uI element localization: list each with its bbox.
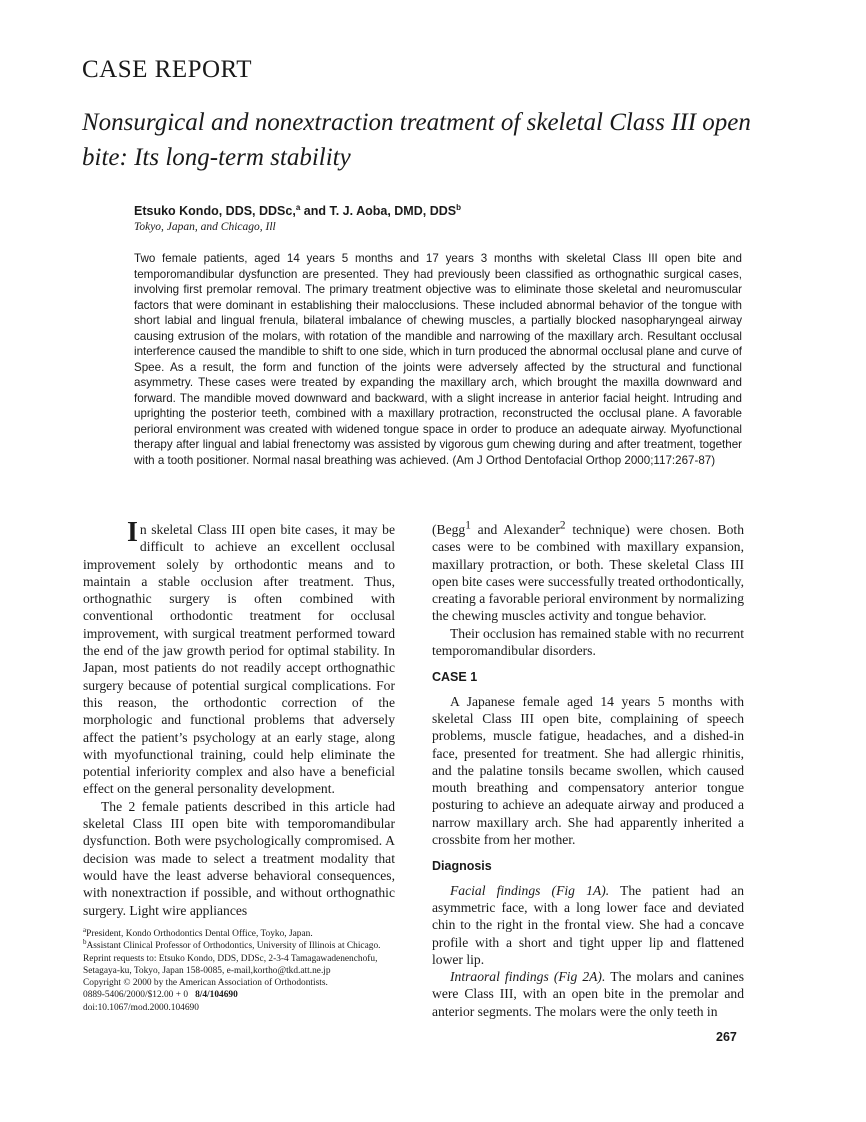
technique-text-b: and Alexander: [470, 522, 560, 537]
copyright: Copyright © 2000 by the American Association of Orthodontists.: [83, 978, 328, 989]
facial-findings-label: Facial findings (Fig 1A).: [450, 882, 610, 898]
footnote-a-text: President, Kondo Orthodontics Dental Office, Toyko, Japan.: [86, 929, 313, 939]
drop-cap: I: [127, 517, 138, 548]
reference-1: 1: [465, 519, 471, 532]
abstract: Two female patients, aged 14 years 5 months and 17 years 3 months with skeletal Class III open bite and temporomandibular dysfunction are presented. They had previously been classified as orthognathic surgical cases, involving first premolar removal. The primary treatment objective was to eliminate those skeletal and neuromuscular factors that were dominant in establishing their malocclusions. These included abnormal behavior of the tongue with short labial and lingual frenula, bilateral imbalance of chewing muscles, a partially blocked nasopharyngeal airway causing extrusion of the molars, with rotation of the mandible and narrowing of the maxillary arch. Resultant occlusal interference caused the mandible to shift to one side, which in turn produced the abnormal occlusal plane and curve of Spee. As a result, the form and function of the joints were adversely affected by the structural and functional asymmetry. These cases were treated by expanding the maxillary arch, which brought the maxilla downward and forward. The mandible moved downward and backward, with a slight increase in anterior facial height. Intruding and uprighting the posterior teeth, combined with a maxillary protraction, reconstructed the occlusal plane. A favorable perioral environment was created with widened tongue space in order to produce an adequate airway. Myofunctional therapy after lingual and labial frenectomy was assisted by vigorous gum chewing during and after treatment, together with a tooth positioner. Normal nasal breathing was achieved. (Am J Orthod Dentofacial Orthop 2000;117:267-87): [134, 252, 742, 467]
footnote-b: [83, 940, 403, 952]
doi: doi:10.1067/mod.2000.104690: [83, 1002, 199, 1013]
page-number: 267: [716, 1030, 737, 1044]
footnote-a-mark: a: [83, 925, 87, 934]
reference-2: 2: [559, 519, 566, 532]
body-column-right: [432, 521, 744, 1020]
article-title: Nonsurgical and nonextraction treatment of skeletal Class III open bite: Its long-term stability: [82, 109, 751, 171]
case-1-heading: CASE 1: [432, 670, 478, 685]
author-1-mark: a: [295, 202, 301, 212]
issn-line: [83, 989, 403, 1001]
intraoral-findings-text: The molars and canines were Class III, with an open bite in the premolar and anterior segments. The molars were the only teeth in: [432, 969, 744, 1019]
patients-paragraph: The 2 female patients described in this article had skeletal Class III open bite with temporomandibular dysfunction. Both were psychologically compromised. A decision was made to select a treatment modality that would have the least adverse behavioral consequences, with nonextraction if possible, and without orthognathic surgery. Light wire appliances: [83, 798, 395, 918]
body-column-left: [83, 517, 395, 919]
author-line: [134, 204, 461, 218]
intraoral-findings-paragraph: [432, 968, 744, 1020]
affiliation: Tokyo, Japan, and Chicago, Ill: [134, 221, 276, 233]
issn-code: 0889-5406/2000/$12.00 + 0: [83, 990, 189, 1001]
diagnosis-heading: Diagnosis: [432, 859, 492, 874]
footnote-a: [83, 925, 403, 940]
footnotes: [83, 925, 403, 1014]
stability-paragraph: Their occlusion has remained stable with no recurrent temporomandibular disorders.: [432, 625, 744, 659]
author-conjunction: and: [300, 204, 330, 218]
facial-findings-paragraph: [432, 882, 744, 968]
intro-paragraph: [83, 517, 395, 798]
author-2-mark: b: [456, 202, 461, 212]
reprint-requests: Reprint requests to: Etsuko Kondo, DDS, DDSc, 2-3-4 Tamagawadenenchofu, Setagaya-ku, Tokyo, Japan 158-0085, e-mail,kortho@tkd.att.ne.jp: [83, 953, 378, 976]
case-1-paragraph: A Japanese female aged 14 years 5 months with skeletal Class III open bite, complaining of speech problems, muscle fatigue, headaches, and a dished-in face, presented for treatment. She had allergic rhinitis, and the palatine tonsils became swollen, which caused mouth breathing and compensatory anterior tongue posturing to achieve an adequate airway and produced a narrow maxillary arch. She had apparently inherited a crossbite from her mother.: [432, 693, 744, 848]
author-1: Etsuko Kondo, DDS, DDSc,: [134, 204, 296, 218]
section-label: CASE REPORT: [82, 56, 253, 83]
technique-text-a: (Begg: [432, 522, 466, 537]
author-2: T. J. Aoba, DMD, DDS: [329, 204, 457, 218]
footnote-b-mark: b: [83, 938, 87, 947]
intro-paragraph-text: n skeletal Class III open bite cases, it may be difficult to achieve an excellent occlusal improvement solely by orthodontic means and to maintain a stable occlusion after treatment. Thus, orthognathic surgery is often combined with conventional orthodontic treatment for occlusal improvement, with surgical treatment performed toward the end of the jaw growth period for optimal stability. In Japan, most patients do not readily accept orthognathic surgery because of potential surgical complications. For this reason, the orthodontic correction of the morphologic and functional problems that adversely affect the patient’s psychology at an early stage, along with myofunctional training, could help eliminate the potential inferiority complex and also have a beneficial effect on the general personality development.: [83, 522, 395, 797]
technique-text-c: technique) were chosen. Both cases were to be combined with maxillary expansion, maxillary protraction, or both. These skeletal Class III open bite cases were successfully treated orthodontically, creating a favorable perioral environment by normalizing the chewing muscles activity and tongue behavior.: [432, 522, 744, 624]
issn-id: 8/4/104690: [195, 990, 238, 1001]
footnote-b-text: Assistant Clinical Professor of Orthodontics, University of Illinois at Chicago.: [86, 941, 381, 952]
intraoral-findings-label: Intraoral findings (Fig 2A).: [450, 969, 606, 985]
technique-paragraph: [432, 521, 744, 625]
facial-findings-text: The patient had an asymmetric face, with a long lower face and deviated chin to the right in the frontal view. She had a concave profile with a short and tight upper lip and flattened lower lip.: [432, 882, 744, 967]
